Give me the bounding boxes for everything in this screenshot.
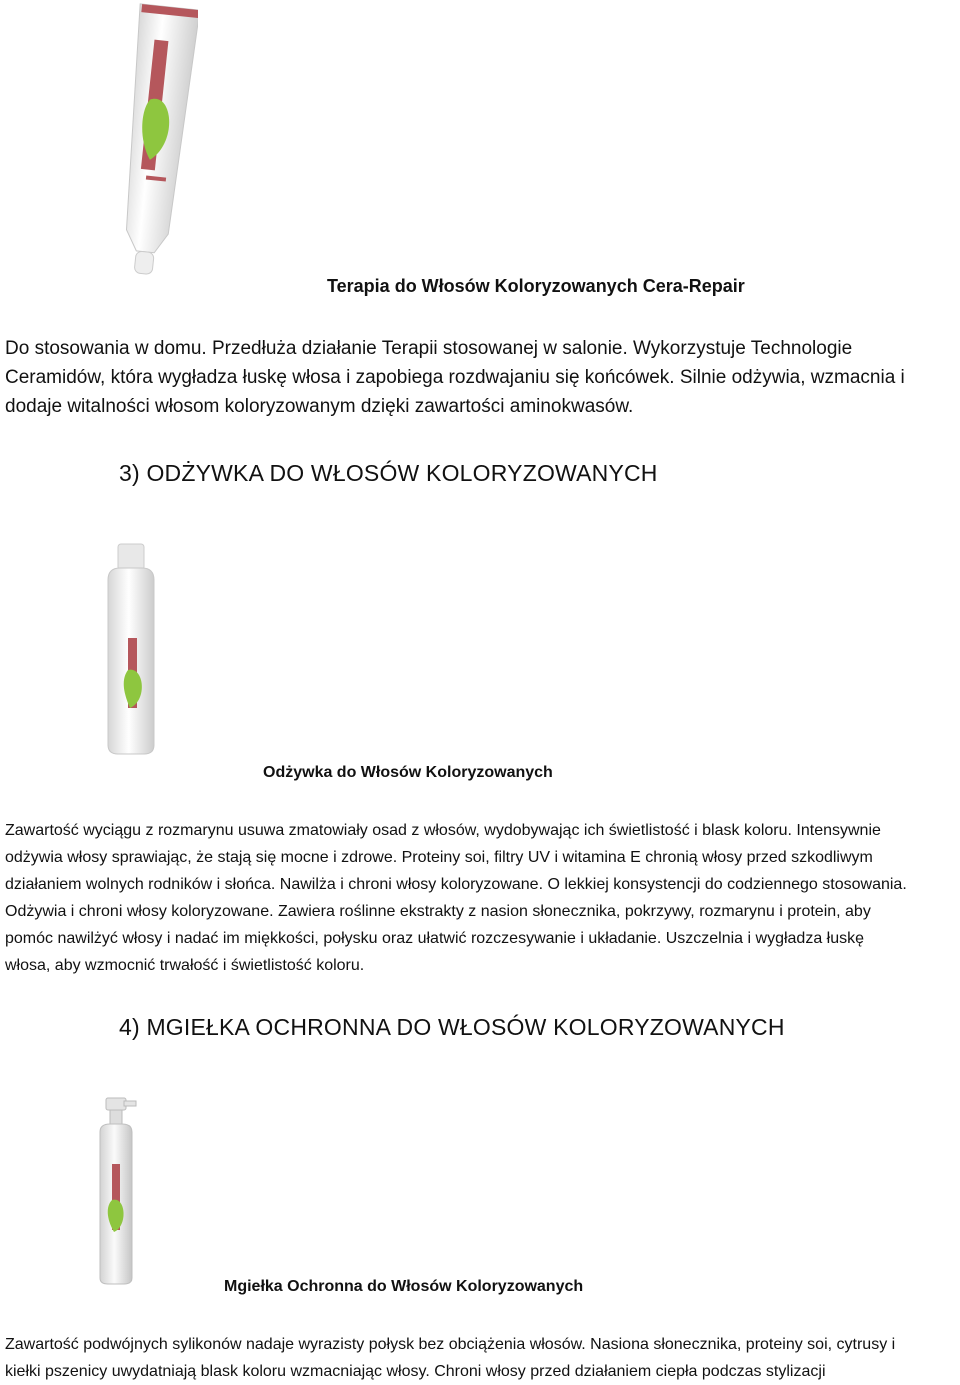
description-line: pomóc nawilżyć włosy i nadać im miękkości, połysku oraz ułatwić rozczesywanie i układanie. Uszczelnia i wygładza łuskę bbox=[5, 930, 865, 947]
product-description bbox=[5, 1331, 960, 1385]
product-description bbox=[5, 334, 955, 421]
description-line: dodaje witalności włosom koloryzowanym dzięki zawartości aminokwasów. bbox=[5, 396, 634, 417]
description-line: kiełki pszenicy uwydatniają blask koloru wzmacniając włosy. Chroni włosy przed działaniem ciepła podczas stylizacji bbox=[5, 1363, 826, 1380]
description-line: Do stosowania w domu. Przedłuża działanie Terapii stosowanej w salonie. Wykorzystuje Technologie bbox=[5, 338, 853, 359]
section-heading: 3) ODŻYWKA DO WŁOSÓW KOLORYZOWANYCH bbox=[119, 460, 658, 486]
description-line: Ceramidów, która wygładza łuskę włosa i zapobiega rozdwajaniu się końcówek. Silnie odżywia, wzmacnia i bbox=[5, 367, 905, 388]
description-line: włosa, aby wzmocnić trwałość i świetlistość koloru. bbox=[5, 957, 365, 974]
product-title: Mgiełka Ochronna do Włosów Koloryzowanych bbox=[224, 1278, 584, 1295]
description-line: odżywia włosy sprawiając, że stają się mocne i zdrowe. Proteiny soi, filtry UV i witamina E chronią włosy przed szkodliwym bbox=[5, 849, 873, 866]
product-title: Terapia do Włosów Koloryzowanych Cera-Repair bbox=[327, 276, 745, 296]
section-heading: 4) MGIEŁKA OCHRONNA DO WŁOSÓW KOLORYZOWANYCH bbox=[119, 1014, 785, 1040]
bottle-product-image bbox=[98, 540, 168, 760]
product-description bbox=[5, 817, 960, 979]
tube-product-image bbox=[108, 0, 198, 285]
spray-product-image bbox=[84, 1092, 150, 1288]
description-line: Zawartość wyciągu z rozmarynu usuwa zmatowiały osad z włosów, wydobywając ich świetlistość i blask koloru. Intensywnie bbox=[5, 822, 881, 839]
description-line: Zawartość podwójnych sylikonów nadaje wyrazisty połysk bez obciążenia włosów. Nasiona słonecznika, proteiny soi, cytrusy i bbox=[5, 1336, 896, 1353]
description-line: Odżywia i chroni włosy koloryzowane. Zawiera roślinne ekstrakty z nasion słonecznika, pokrzywy, rozmarynu i protein, aby bbox=[5, 903, 871, 920]
product-title: Odżywka do Włosów Koloryzowanych bbox=[263, 764, 553, 781]
description-line: działaniem wolnych rodników i słońca. Nawilża i chroni włosy koloryzowane. O lekkiej konsystencji do codziennego stosowania. bbox=[5, 876, 907, 893]
